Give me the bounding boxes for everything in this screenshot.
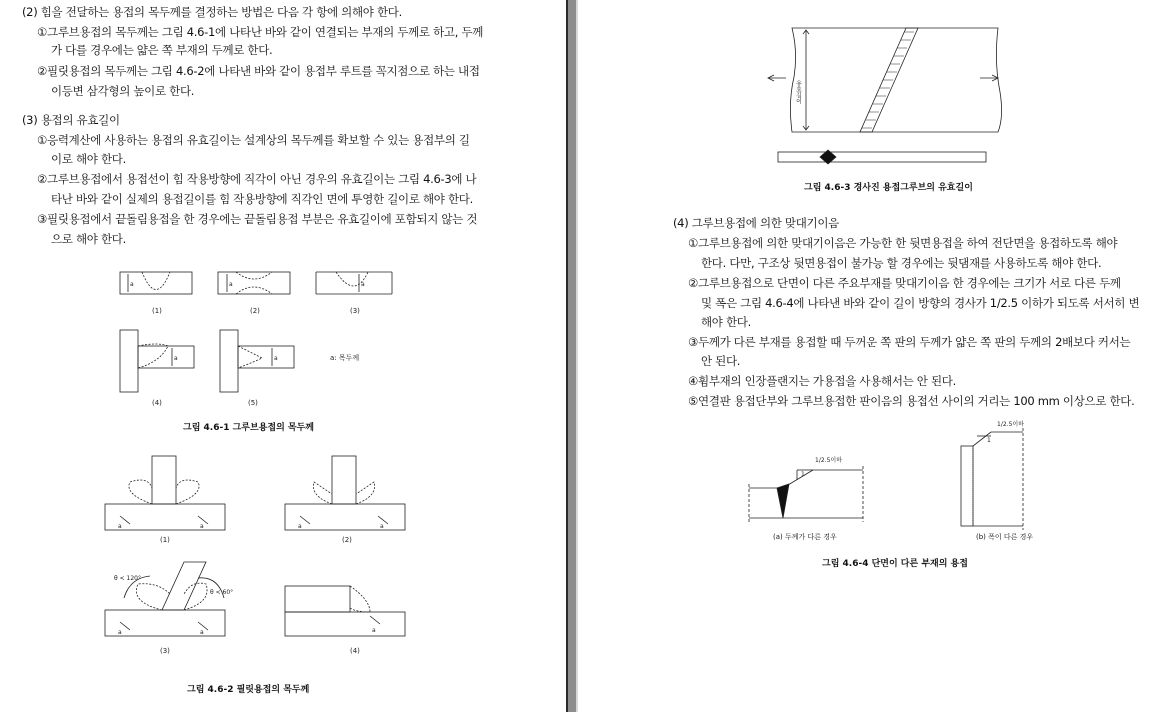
section-4-item-4: ④휨부재의 인장플랜지는 가용접을 사용해서는 안 된다. — [688, 374, 956, 388]
section-4-item-3-cont: 안 된다. — [701, 354, 741, 368]
page-gutter — [566, 0, 578, 712]
svg-text:a: 목두께: a: 목두께 — [330, 354, 360, 362]
svg-text:(1): (1) — [160, 536, 170, 544]
section-2-item-1: ①그루브용접의 목두께는 그림 4.6-1에 나타난 바와 같이 연결되는 부재의 두께로 하고, 두께 — [37, 25, 484, 39]
figure-4-6-2-caption: 그림 4.6-2 필릿용접의 목두께 — [187, 685, 310, 695]
figure-4-6-4-sub-a: (a) 두께가 다른 경우 — [773, 533, 837, 541]
svg-text:a: a — [274, 355, 278, 362]
svg-text:(2): (2) — [250, 307, 260, 315]
section-4-item-5: ⑤연결판 용접단부와 그루브용접한 판이음의 용접선 사이의 거리는 100 mm 이상으로 한다. — [688, 394, 1135, 408]
section-4-item-2-cont2: 해야 한다. — [701, 315, 751, 329]
groove-weld-4 — [120, 330, 194, 392]
svg-text:(4): (4) — [152, 399, 162, 407]
figure-4-6-4-caption: 그림 4.6-4 단면이 다른 부재의 용접 — [822, 559, 968, 569]
document-page-right — [578, 0, 1161, 712]
svg-text:1/2.5이하: 1/2.5이하 — [997, 421, 1024, 428]
fillet-weld-1 — [105, 456, 225, 530]
section-2-heading: (2) 힘을 전달하는 용접의 목두께를 결정하는 방법은 다음 각 항에 의해야 한다. — [22, 5, 402, 19]
section-3-heading: (3) 용접의 유효길이 — [22, 113, 120, 127]
document-page-left — [0, 0, 566, 712]
svg-text:1: 1 — [987, 437, 991, 444]
svg-text:a: a — [200, 523, 204, 530]
figure-4-6-1 — [110, 262, 410, 412]
figure-4-6-3 — [768, 22, 1008, 167]
svg-text:a: a — [118, 629, 122, 636]
svg-text:a: a — [174, 355, 178, 362]
figure-4-6-4-sub-b: (b) 폭이 다른 경우 — [976, 533, 1034, 541]
svg-text:1: 1 — [801, 471, 805, 478]
fillet-weld-2 — [285, 456, 405, 530]
svg-text:a: a — [361, 281, 365, 288]
svg-text:a: a — [130, 281, 134, 288]
svg-text:(1): (1) — [152, 307, 162, 315]
svg-text:a: a — [229, 281, 233, 288]
section-3-item-1: ①응력계산에 사용하는 용접의 유효길이는 설계상의 목두께를 확보할 수 있는 용접부의 길 — [37, 133, 470, 147]
svg-text:(5): (5) — [248, 399, 258, 407]
groove-weld-5 — [220, 330, 294, 392]
section-3-item-1-cont: 이로 해야 한다. — [51, 152, 126, 166]
svg-text:a: a — [372, 627, 376, 634]
section-3-item-3-cont: 으로 해야 한다. — [51, 232, 126, 246]
section-2-item-2: ②필릿용접의 목두께는 그림 4.6-2에 나타낸 바와 같이 용접부 루트를 꼭지점으로 하는 내접 — [37, 64, 480, 78]
groove-weld-3 — [316, 272, 392, 294]
svg-text:(4): (4) — [350, 647, 360, 655]
svg-text:(3): (3) — [160, 647, 170, 655]
section-3-item-2: ②그루브용접에서 용접선이 힘 작용방향에 직각이 아닌 경우의 유효길이는 그림 4.6-3에 나 — [37, 172, 477, 186]
svg-text:a: a — [298, 523, 302, 530]
section-2-item-2-cont: 이등변 삼각형의 높이로 한다. — [51, 84, 195, 98]
groove-weld-1 — [120, 272, 192, 294]
width-differs-weld — [961, 420, 1024, 530]
thickness-differs-weld — [749, 456, 863, 522]
section-3-item-3: ③필릿용접에서 끝돌림용접을 한 경우에는 끝돌림용접 부분은 유효길이에 포함되지 않는 것 — [37, 212, 478, 226]
section-4-item-2-cont: 및 폭은 그림 4.6-4에 나타낸 바와 같이 길이 방향의 경사가 1/2.5 이하가 되도록 서서히 변 — [701, 296, 1140, 310]
figure-4-6-3-caption: 그림 4.6-3 경사진 용접그루브의 유효길이 — [804, 183, 973, 193]
figure-4-6-4 — [743, 418, 1063, 548]
section-4-item-3: ③두께가 다른 부재를 용접할 때 두꺼운 쪽 판의 두께가 얇은 쪽 판의 두께의 2배보다 커서는 — [688, 335, 1131, 349]
svg-text:θ < 60°: θ < 60° — [210, 589, 234, 596]
groove-weld-2 — [218, 272, 290, 294]
svg-text:θ < 120°: θ < 120° — [114, 575, 141, 582]
svg-text:a: a — [118, 523, 122, 530]
fillet-weld-4 — [285, 586, 405, 636]
section-2-item-1-cont: 가 다를 경우에는 얇은 쪽 부재의 두께로 한다. — [51, 43, 273, 57]
svg-text:유효길이: 유효길이 — [794, 80, 802, 104]
svg-text:a: a — [200, 629, 204, 636]
section-4-item-1-cont: 한다. 다만, 구조상 뒷면용접이 불가능 할 경우에는 뒷댐재를 사용하도록 해야 한다. — [701, 256, 1102, 270]
svg-text:(2): (2) — [342, 536, 352, 544]
svg-text:a: a — [380, 523, 384, 530]
figure-4-6-1-caption: 그림 4.6-1 그루브용접의 목두께 — [183, 423, 314, 433]
figure-4-6-2 — [100, 452, 420, 662]
section-3-item-2-cont: 타난 바와 같이 실제의 용접길이를 힘 작용방향에 직각인 면에 투영한 길이로 해야 한다. — [51, 192, 473, 206]
svg-text:(3): (3) — [350, 307, 360, 315]
section-4-item-2: ②그루브용접으로 단면이 다른 주요부재를 맞대기이음 한 경우에는 크기가 서로 다른 두께 — [688, 276, 1121, 290]
fillet-weld-3 — [105, 562, 233, 636]
section-4-item-1: ①그루브용접에 의한 맞대기이음은 가능한 한 뒷면용접을 하여 전단면을 용접하도록 해야 — [688, 236, 1118, 250]
section-4-heading: (4) 그루브용접에 의한 맞대기이음 — [673, 216, 839, 230]
svg-text:1/2.5이하: 1/2.5이하 — [815, 457, 842, 464]
